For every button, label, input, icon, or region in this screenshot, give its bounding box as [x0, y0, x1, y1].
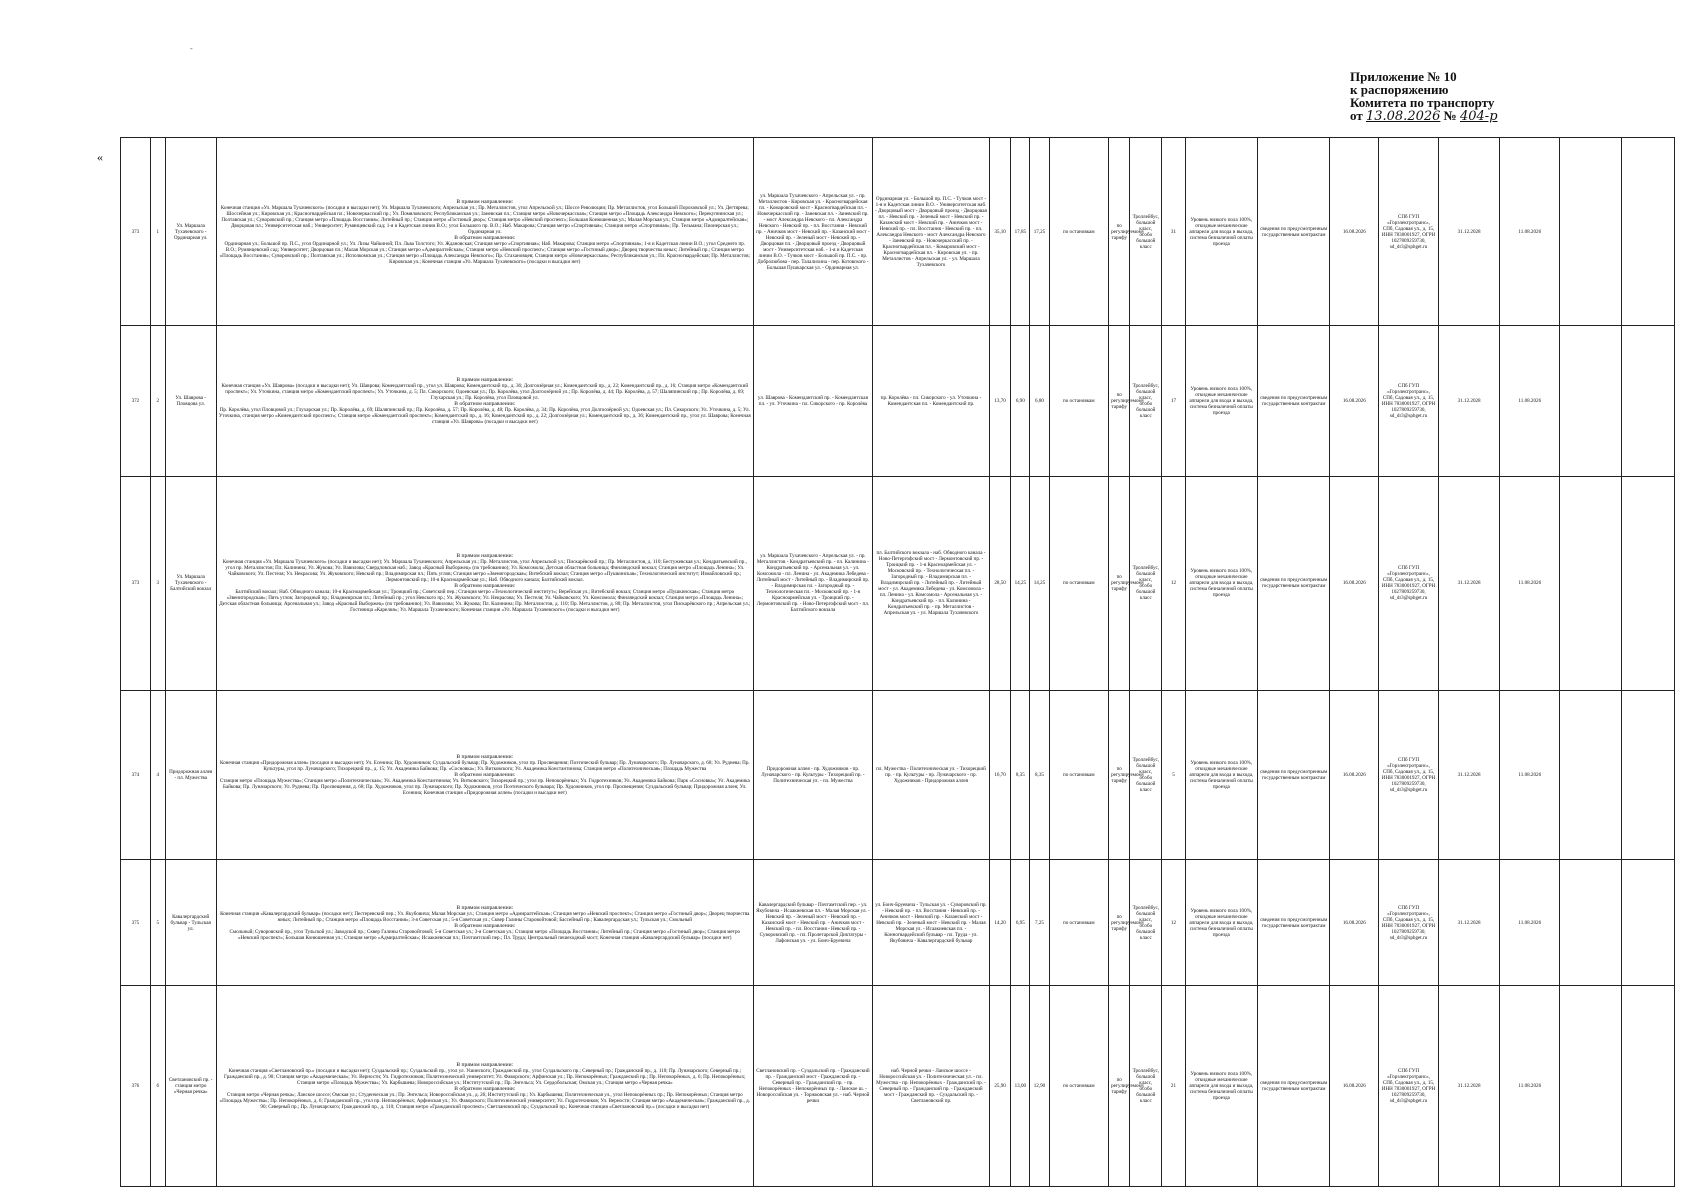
tariff-cell: по регулируемому тарифу	[1109, 138, 1130, 326]
route-name-cell: Кавалергардский бульвар - Тульская ул.	[165, 860, 216, 986]
direction-backward-title: В обратном направлении:	[454, 772, 516, 779]
end-date-cell: 31.12.2028	[1438, 985, 1500, 1186]
reg-number-cell: 373	[121, 477, 151, 691]
vehicle-class-cell: Троллейбус, большой класс, особо большой класс	[1130, 690, 1162, 860]
streets-forward-cell: ул. Шаврова - Комендантский пр. - Комендантская пл. - ул. Уточкина - пл. Сикорского - пр. Королёва	[753, 326, 872, 477]
empty-cell	[1560, 138, 1622, 326]
length-total-cell: 14,20	[989, 860, 1010, 986]
last-date-cell: 11.08.2026	[1500, 690, 1560, 860]
streets-forward-cell: ул. Маршала Тухачевского - Апрельская ул. - пр. Металлистов - Кондратьевский пр. - пл. Калинина - Кондратьевский пр. - Арсенальная ул. - ул. Комсомола - пл. Ленина - ул. Академика Лебедева - Литейный мост - Литейный пр. - Владимирский пр. - Владимирская пл. - Загородный пр. - Технологическая пл. - Московский пр. - 1-я Красноармейская ул. - Троицкий пр. - Лермонтовский пр. - Ново-Петергофский мост - пл. Балтийского вокзала	[753, 477, 872, 691]
streets-forward-cell: Светлановский пр. - Суздальский пр. - Гражданский пр. - Гражданский мост - Гражданский пр. - Северный пр. - Гражданский пр. - пр. Непокорённых - Непокорённых пр. - Ланское ш. - Новороссийская ул. - Торжковская ул. - наб. Черной речки	[753, 985, 872, 1186]
direction-backward-title: В обратном направлении:	[454, 922, 516, 929]
start-date-cell: 16.08.2026	[1330, 690, 1379, 860]
table-row	[121, 690, 1675, 860]
length-total-cell: 13,70	[989, 326, 1010, 477]
stop-mode-cell: по остановкам	[1049, 326, 1109, 477]
index-cell: 6	[150, 985, 165, 1186]
stops-cell	[216, 326, 753, 477]
length-forward-cell: 6,90	[1011, 326, 1030, 477]
header-line-2: к распоряжению	[1350, 82, 1449, 97]
empty-cell	[1621, 690, 1674, 860]
streets-backward-cell: пр. Королёва - пл. Сикорского - ул. Уточкина - Комендантская пл. - Комендантский пр.	[872, 326, 989, 477]
carrier-cell: СПб ГУП «Горэлектротранс», СПб, Садовая ул., д. 15, ИНН 7830001927, ОГРН 1027809259730, sd_dr3@spbget.ru	[1379, 860, 1439, 986]
direction-forward-title: В прямом направлении:	[456, 553, 514, 560]
stop-mode-cell: по остановкам	[1049, 985, 1109, 1186]
last-date-cell: 11.08.2026	[1500, 477, 1560, 691]
vehicle-class-cell: Троллейбус, большой класс, особо большой класс	[1130, 477, 1162, 691]
stops-forward: Конечная станция «Светлановский пр.» (посадки и высадки нет); Суздальский пр.; Суздальский пр., угол ул. Ушинского; Гражданский пр., угол Суздальского пр.; Северный пр.; Гражданский пр., д. 110; Пр. Луначарского; Северный пр.; Гражданский пр., д. 90; Станция метро «Академическая»; Ул. Верности; Ул. Гидротехников; Политехнический университет; Ул. Фаворского; Арфинская ул.; Пр. Непокорённых; Гражданский пр.; Пр. Непокорённых, д. 6; Пр. Непокорённых; Станция метро «Площадь Мужества»; Ул. Карбышева; Новороссийская ул.; Институтский пр.; Пр. Энгельса; Ул. Сердобольская; Омская ул.; Станция метро «Черная речка»	[224, 1067, 746, 1086]
route-name-cell: Придорожная аллея - пл. Мужества	[165, 690, 216, 860]
scan-speck: -	[190, 44, 193, 53]
start-date-cell: 16.08.2026	[1330, 138, 1379, 326]
vehicle-class-cell: Троллейбус, большой класс, особо большой класс	[1130, 326, 1162, 477]
direction-backward-title: В обратном направлении:	[454, 583, 516, 590]
direction-backward-title: В обратном направлении:	[454, 1085, 516, 1092]
date-prefix: от	[1350, 108, 1363, 123]
empty-cell	[1560, 326, 1622, 477]
tariff-cell: по регулируемому тарифу	[1109, 860, 1130, 986]
appendix-header	[1350, 70, 1670, 123]
empty-cell	[1621, 985, 1674, 1186]
stop-mode-cell: по остановкам	[1049, 860, 1109, 986]
end-date-cell: 31.12.2028	[1438, 138, 1500, 326]
stops-forward: Конечная станция «Ул. Шаврова» (посадки и высадки нет); Ул. Шаврова; Комендантский пр., угол ул. Шаврова; Комендантский пр., д. 36; Долгоозёрная ул.; Комендантский пр., д. 22; Комендантский пр., д. 16; Станция метро «Комендантский проспект»; Ул. Уточкина, станция метро «Комендантский проспект»; Ул. Уточкина, д. 5; Пл. Сикорского; Одоевская ул.; Пр. Королёва, угол Долгоозёрной ул.; Пр. Королёва, д. 44; Пр. Королёва, д. 57; Шаляпинский пр.; Пр. Королёва, д. 69; Глухарская ул.; Пр. Королёва, угол Пловцовой ул.	[221, 383, 749, 402]
stop-mode-cell: по остановкам	[1049, 477, 1109, 691]
empty-cell	[1560, 477, 1622, 691]
direction-forward-title: В прямом направлении:	[456, 754, 514, 761]
stop-mode-cell: по остановкам	[1049, 690, 1109, 860]
direction-backward-title: В обратном направлении:	[454, 234, 516, 241]
vehicle-class-cell: Троллейбус, большой класс, особо большой класс	[1130, 138, 1162, 326]
stops-backward: Станция метро «Черная речка»; Ланское шоссе; Омская ул.; Студенческая ул.; Пр. Энгельса; Новороссийская ул., д. 26; Институтский пр.; Ул. Карбышева; Политехническая ул., угол Непокорённых пр.; Пр. Непокорённых; Станция метро «Площадь Мужества»; Пр. Непокорённых, д. 6; Гражданский пр., угол пр. Непокорённых; Арфинская ул.; Ул. Фаворского; Политехнический университет; Ул. Гидротехников; Ул. Верности; Станция метро «Академическая»; Гражданский пр., д. 90; Северный пр.; Пр. Луначарского; Гражданский пр., д. 110; Станция метро «Гражданский проспект»; Светлановский пр.; Суздальский пр.; Конечная станция «Светлановский пр.» (посадки и высадки нет)	[219, 1091, 751, 1110]
handwritten-number: 404-р	[1459, 109, 1498, 124]
empty-cell	[1560, 860, 1622, 986]
length-total-cell: 16,70	[989, 690, 1010, 860]
eco-features-cell: Уровень низкого пола 100%, откидные механические аппарели для входа и выхода, система безналичной оплаты проезда	[1185, 477, 1257, 691]
stops-cell	[216, 690, 753, 860]
basis-cell: сведения по предусмотренным государственным контрактам	[1257, 690, 1329, 860]
stops-backward: Балтийский вокзал; Наб. Обводного канала; 10-я Красноармейская ул.; Троицкий пр.; Советский пер.; Станция метро «Технологический институт»; Верейская ул.; Витебский вокзал; Станция метро «Пушкинская»; Станция метро «Звенигородская»; Пять углов; Загородный пр.; Владимирская пл.; Литейный пр.; угол Невского пр.; Ул. Жуковского; Ул. Некрасова; Ул. Пестеля; Ул. Чайковского; Ул. Комсомола; Финляндский вокзал; Станция метро «Площадь Ленина»; Детская областная больница; Арсенальная ул.; Завод «Красный Выборжец» (по требованию); Ул. Вавилова; Ул. Жукова; Пл. Калинина; Пр. Металлистов, д. 110; Пр. Металлистов, д. 80; Пр. Металлистов, угол Пискарёвского пр.; Апрельская ул.; Гостиница «Карелия»; Ул. Маршала Тухачевского; Конечная станция «Ул. Маршала Тухачевского» (посадки и высадки нет)	[219, 589, 751, 614]
streets-backward-cell: ул. Бонч-Бруевича - Тульская ул. - Суворовский пр. - Невский пр. - пл. Восстания - Невский пр. - Аничков мост - Невский пр. - Казанский мост - Невский пр. - Зеленый мост - Невский пр. - Малая Морская ул. - Исаакиевская пл. - Конногвардейский бульвар - пл. Труда - ул. Якубовича - Кавалергардский бульвар	[872, 860, 989, 986]
tariff-cell: по регулируемому тарифу	[1109, 326, 1130, 477]
carrier-cell: СПб ГУП «Горэлектротранс», СПб, Садовая ул., д. 15, ИНН 7830001927, ОГРН 1027809259730, sd_dr3@spbget.ru	[1379, 477, 1439, 691]
streets-forward-cell: Кавалергардский бульвар - Почтамтский пер. - ул. Якубовича - Исаакиевская пл. - Малая Морская ул. - Невский пр. - Зеленый мост - Невский пр. - Казанский мост - Невский пр. - Аничков мост - Невский пр. - пл. Восстания - Невский пр. - Суворовский пр. - пл. Пролетарской Диктатуры - Лафонская ул. - ул. Бонч-Бруевича	[753, 860, 872, 986]
vehicle-qty-cell: 12	[1162, 477, 1185, 691]
basis-cell: сведения по предусмотренным государственным контрактам	[1257, 860, 1329, 986]
length-backward-cell: 12,90	[1030, 985, 1049, 1186]
direction-forward-title: В прямом направлении:	[456, 1061, 514, 1068]
route-name-cell: Ул. Маршала Тухачевского - Балтийский вокзал	[165, 477, 216, 691]
stops-backward: Станция метро «Площадь Мужества»; Станция метро «Политехническая»; Ул. Академика Константинова; Ул. Витковского; Тихорецкий пр.; угол пр. Непокорённых; Ул. Гидротехников; Ул. Академика Байкова; Парк «Сосновка»; Ул. Академика Байкова; Пр. Луначарского; Ул. Руднева; Пр. Просвещения, д. 68; Пр. Художников, угол пр. Луначарского; Пр. Художников, угол Поэтического бульвара; Пр. Художников, угол пр. Просвещения; Суздальский бульвар; Придорожная аллея; Ул. Есенина; Конечная станция «Придорожная аллея» (посадки и высадки нет)	[219, 778, 750, 797]
reg-number-cell: 373	[121, 138, 151, 326]
route-name-cell: Ул. Шаврова - Пловцова ул.	[165, 326, 216, 477]
eco-features-cell: Уровень низкого пола 100%, откидные механические аппарели для входа и выхода, система безналичной оплаты проезда	[1185, 138, 1257, 326]
stop-mode-cell: по остановкам	[1049, 138, 1109, 326]
vehicle-class-cell: Троллейбус, большой класс, особо большой класс	[1130, 860, 1162, 986]
end-date-cell: 31.12.2028	[1438, 860, 1500, 986]
number-prefix: №	[1443, 108, 1457, 123]
table-row	[121, 326, 1675, 477]
header-line-1: Приложение № 10	[1350, 69, 1457, 84]
route-name-cell: Светлановский пр. - станция метро «Черная речка»	[165, 985, 216, 1186]
stops-cell	[216, 138, 753, 326]
length-backward-cell: 7,25	[1030, 860, 1049, 986]
table-row	[121, 138, 1675, 326]
reg-number-cell: 375	[121, 860, 151, 986]
length-backward-cell: 6,80	[1030, 326, 1049, 477]
table-row	[121, 860, 1675, 986]
stops-forward: Конечная станция «Кавалергардский бульвар» (посадки нет); Пестеревский пер.; Ул. Якубовича; Малая Морская ул.; Станция метро «Адмиралтейская»; Станция метро «Невский проспект»; Станция метро «Гостиный двор»; Дворец творчества юных; Литейный пр.; Станция метро «Площадь Восстания»; 3-я Советская ул.; 5-я Советская ул.; Сквер Галины Старовойтовой; Бассейный пр.; Кавалергардская ул.; Тульская ул.; Смольный	[220, 910, 750, 923]
length-backward-cell: 8,35	[1030, 690, 1049, 860]
stops-cell	[216, 860, 753, 986]
tariff-cell: по регулируемому тарифу	[1109, 985, 1130, 1186]
stops-forward: Конечная станция «Ул. Маршала Тухачевского» (посадки и высадки нет); Ул. Маршала Тухачевского; Апрельская ул.; Пр. Металлистов, угол Апрельской ул.; Пискарёвский пр.; Пр. Металлистов, д. 110; Бестужевская ул.; Кондратьевский пр., угол пр. Металлистов; Пл. Калинина; Ул. Жукова; Ул. Вавилова; Свердловская наб.; Завод «Красный Выборжец» (по требованию); Ул. Комсомола; Детская областная больница; Финляндский вокзал; Станция метро «Площадь Ленина»; Ул. Чайковского; Ул. Пестеля; Ул. Некрасова; Ул. Жуковского; Невский пр.; Владимирская пл.; Пять углов; Станция метро «Звенигородская»; Витебский вокзал; Станция метро «Пушкинская»; Технологический институт; Измайловский пр.; Лермонтовский пр.; 10-я Красноармейская ул.; Наб. Обводного канала; Балтийский вокзал.	[222, 559, 747, 584]
eco-features-cell: Уровень низкого пола 100%, откидные механические аппарели для входа и выхода, система безналичной оплаты проезда	[1185, 326, 1257, 477]
index-cell: 5	[150, 860, 165, 986]
reg-number-cell: 374	[121, 690, 151, 860]
header-line-4	[1350, 109, 1670, 123]
length-forward-cell: 14,25	[1011, 477, 1030, 691]
vehicle-qty-cell: 5	[1162, 690, 1185, 860]
index-cell: 1	[150, 138, 165, 326]
basis-cell: сведения по предусмотренным государственным контрактам	[1257, 985, 1329, 1186]
stops-backward: Смольный; Суворовский пр., угол Тульской ул.; Заводской пр.; Сквер Галины Старовойтовой; 5-я Советская ул.; 3-я Советская ул.; Станция метро «Площадь Восстания»; Литейный пр.; Станция метро «Гостиный двор»; Станция метро «Невский проспект»; Большая Конюшенная ул.; Станция метро «Адмиралтейская»; Исаакиевская пл.; Почтамтский пер.; Пл. Труда; Центральный пешеходный мост; Конечная станция «Кавалергардский бульвар» (посадки нет)	[229, 928, 741, 941]
length-forward-cell: 6,95	[1011, 860, 1030, 986]
end-date-cell: 31.12.2028	[1438, 477, 1500, 691]
stops-backward: Пр. Королёва, угол Пловцовой ул.; Глухарская ул.; Пр. Королёва, д. 69; Шаляпинский пр.; Пр. Королёва, д. 57; Пр. Королёва, д. 48; Пр. Королёва, д. 34; Пр. Королёва, угол Долгоозёрной ул.; Одоевская ул.; Пл. Сикорского; Ул. Уточкина, д. 5; Ул. Уточкина, станция метро «Комендантский проспект»; Станция метро «Комендантский проспект»; Комендантский пр., д. 16; Комендантский пр., д. 22; Долгоозёрная ул.; Комендантский пр., д. 36; Комендантский пр., угол ул. Шаврова; Конечная станция «Ул. Шаврова» (посадки и высадки нет)	[218, 407, 751, 426]
streets-backward-cell: пл. Балтийского вокзала - наб. Обводного канала - Ново-Петергофский мост - Лермонтовский пр. - Троицкий пр. - 1-я Красноармейская ул. - Московский пр. - Технологическая пл. - Загородный пр. - Владимирская пл. - Владимирский пр. - Литейный пр. - Литейный мост - ул. Академика Лебедева - ул. Комсомола - пл. Ленина - ул. Комсомола - Арсенальная ул. - Кондратьевский пр. - пл. Калинина - Кондратьевский пр. - пр. Металлистов - Апрельская ул. - ул. Маршала Тухачевского	[872, 477, 989, 691]
reg-number-cell: 372	[121, 326, 151, 477]
start-date-cell: 16.08.2026	[1330, 326, 1379, 477]
tariff-cell: по регулируемому тарифу	[1109, 690, 1130, 860]
stops-cell	[216, 985, 753, 1186]
routes-table-body	[121, 138, 1675, 1187]
vehicle-qty-cell: 17	[1162, 326, 1185, 477]
start-date-cell: 16.08.2026	[1330, 477, 1379, 691]
routes-table	[120, 137, 1675, 1187]
eco-features-cell: Уровень низкого пола 100%, откидные механические аппарели для входа и выхода, система безналичной оплаты проезда	[1185, 985, 1257, 1186]
margin-mark: «	[97, 150, 103, 164]
last-date-cell: 11.08.2026	[1500, 860, 1560, 986]
streets-backward-cell: пл. Мужества - Политехническая ул. - Тихорецкий пр. - пр. Культуры - пр. Луначарского - пр. Художников - Придорожная аллея	[872, 690, 989, 860]
index-cell: 2	[150, 326, 165, 477]
index-cell: 4	[150, 690, 165, 860]
start-date-cell: 16.08.2026	[1330, 860, 1379, 986]
length-total-cell: 25,90	[989, 985, 1010, 1186]
vehicle-qty-cell: 12	[1162, 860, 1185, 986]
streets-forward-cell: ул. Маршала Тухачевского - Апрельская ул. - пр. Металлистов - Кировская ул. - Красногвардейская пл. - Комаровский мост - Красногвардейская пл. - Новочеркасский пр. - Заневская пл. - Заневский пр. - мост Александра Невского - пл. Александра Невского - Невский пр. - пл. Восстания - Невский пр. - Аничков мост - Невский пр. - Казанский мост - Невский пр. - Зеленый мост - Невский пр. - Дворцовая пл. - Дворцовый проезд - Дворцовый мост - Университетская наб. - 1-я и Кадетская линии В.О. - Тучков мост - Большой пр. П.С. - пр. Добролюбова - пер. Талалихина - пер. Котовского - Большая Пушкарская ул. - Ординарная ул.	[753, 138, 872, 326]
basis-cell: сведения по предусмотренным государственным контрактам	[1257, 138, 1329, 326]
header-line-3: Комитета по транспорту	[1350, 95, 1495, 110]
handwritten-date: 13.08.2026	[1365, 109, 1441, 124]
streets-backward-cell: Ординарная ул. - Большой пр. П.С. - Тучков мост - 1-я и Кадетская линии В.О. - Университетская наб. - Дворцовый мост - Дворцовый проезд - Дворцовая пл. - Невский пр. - Зеленый мост - Невский пр. - Казанский мост - Невский пр. - Аничков мост - Невский пр. - пл. Восстания - Невский пр. - пл. Александра Невского - мост Александра Невского - Заневский пр. - Новочеркасский пр. - Красногвардейская пл. - Комаровский мост - Красногвардейская пл. - Кировская ул. - пр. Металлистов - Апрельская ул. - ул. Маршала Тухачевского	[872, 138, 989, 326]
vehicle-qty-cell: 31	[1162, 138, 1185, 326]
last-date-cell: 11.08.2026	[1500, 138, 1560, 326]
reg-number-cell: 376	[121, 985, 151, 1186]
carrier-cell: СПб ГУП «Горэлектротранс», СПб, Садовая ул., д. 15, ИНН 7830001927, ОГРН 1027809259730, sd_dr3@spbget.ru	[1379, 138, 1439, 326]
direction-forward-title: В прямом направлении:	[456, 198, 514, 205]
length-backward-cell: 14,25	[1030, 477, 1049, 691]
length-total-cell: 28,50	[989, 477, 1010, 691]
carrier-cell: СПб ГУП «Горэлектротранс», СПб, Садовая ул., д. 15, ИНН 7830001927, ОГРН 1027809259730, sd_dr3@spbget.ru	[1379, 985, 1439, 1186]
empty-cell	[1621, 860, 1674, 986]
start-date-cell: 16.08.2026	[1330, 985, 1379, 1186]
basis-cell: сведения по предусмотренным государственным контрактам	[1257, 326, 1329, 477]
table-row	[121, 985, 1675, 1186]
carrier-cell: СПб ГУП «Горэлектротранс», СПб, Садовая ул., д. 15, ИНН 7830001927, ОГРН 1027809259730, sd_dr3@spbget.ru	[1379, 326, 1439, 477]
end-date-cell: 31.12.2028	[1438, 690, 1500, 860]
stops-backward: Ординарная ул.; Большой пр. П.С., угол Ординарной ул.; Ул. Лизы Чайкиной; Пл. Льва Толстого; Ул. Ждановская; Станция метро «Спортивная»; Наб. Макарова; Станция метро «Спортивная»; 1-я и Кадетская линии В.О.; угол Среднего пр. В.О.; Румянцевский сад; Университет; Дворцовая пл.; Малая Морская ул.; Станция метро «Адмиралтейская»; Станция метро «Невский проспект»; Станция метро «Гостиный двор»; Дворец творчества юных; Литейный пр.; Станция метро «Площадь Восстания»; Суворовский пр.; Полтавская ул.; Исполкомская ул.; Станция метро «Площадь Александра Невского»; Пр. Стахановцев; Станция метро «Новочеркасская»; Республиканская ул.; Пл. Красногвардейская; Пр. Металлистов; Кировская ул.; Конечная станция «Ул. Маршала Тухачевского» (посадки и высадки нет)	[219, 240, 750, 265]
vehicle-class-cell: Троллейбус, большой класс, особо большой класс	[1130, 985, 1162, 1186]
eco-features-cell: Уровень низкого пола 100%, откидные механические аппарели для входа и выхода, система безналичной оплаты проезда	[1185, 690, 1257, 860]
last-date-cell: 11.08.2026	[1500, 985, 1560, 1186]
empty-cell	[1621, 326, 1674, 477]
last-date-cell: 11.08.2026	[1500, 326, 1560, 477]
table-row	[121, 477, 1675, 691]
stops-forward: Конечная станция «Ул. Маршала Тухачевского» (посадки и высадки нет); Ул. Маршала Тухачевского; Апрельская ул.; Пр. Металлистов, угол Апрельской ул.; Шоссе Революции; Пр. Металлистов, угол Большой Пороховской ул.; Ул. Дегтярева; Шоссейная ул.; Кировская ул.; Красногвардейская пл.; Новочеркасский пр.; Ул. Помяловского; Республиканская ул.; Заневская пл.; Станция метро «Новочеркасская»; Станция метро «Площадь Александра Невского»; Перекупнинская ул.; Полтавская ул.; Суворовский пр.; Станция метро «Площадь Восстания»; Литейный пр.; Станция метро «Гостиный двор»; Станция метро «Невский проспект»; Большая Конюшенная ул.; Малая Морская ул.; Станция метро «Адмиралтейская»; Дворцовая пл.; Университетская наб.; Университет; Румянцевский сад; 1-я и Кадетская линии В.О.; угол Большого пр. В.О.; Наб. Макарова; Станция метро «Спортивная»; Станция метро «Спортивная»; Пр. Тельмана; Пионерская ул.; Ординарная ул.	[220, 204, 749, 235]
direction-forward-title: В прямом направлении:	[456, 377, 514, 384]
basis-cell: сведения по предусмотренным государственным контрактам	[1257, 477, 1329, 691]
streets-forward-cell: Придорожная аллея - пр. Художников - пр. Луначарского - пр. Культуры - Тихорецкий пр. - Политехническая ул. - пл. Мужества	[753, 690, 872, 860]
length-forward-cell: 13,00	[1011, 985, 1030, 1186]
length-forward-cell: 17,85	[1011, 138, 1030, 326]
empty-cell	[1621, 138, 1674, 326]
empty-cell	[1560, 985, 1622, 1186]
index-cell: 3	[150, 477, 165, 691]
stops-forward: Конечная станция «Придорожная аллея» (посадки и высадки нет); Ул. Есенина; Пр. Художников; Суздальский бульвар; Пр. Художников, угол пр. Просвещения; Поэтический бульвар; Пр. Луначарского; Пр. Луначарского, д. 68; Ул. Руднева; Пр. Культуры, угол пр. Луначарского; Тихорецкий пр., д. 15; Ул. Академика Байкова; Пр. «Сосновка»; Ул. Витковского; Ул. Академика Константинова; Станция метро «Политехническая»; Площадь Мужества	[219, 760, 750, 773]
empty-cell	[1621, 477, 1674, 691]
direction-backward-title: В обратном направлении:	[454, 401, 516, 408]
eco-features-cell: Уровень низкого пола 100%, откидные механические аппарели для входа и выхода, система безналичной оплаты проезда	[1185, 860, 1257, 986]
streets-backward-cell: наб. Черной речки - Ланское шоссе - Новороссийская ул. - Политехническая ул. - пл. Мужества - пр. Непокорённых - Гражданский пр. - Северный пр. - Гражданский пр. - Гражданский мост - Гражданский пр. - Суздальский пр. - Светлановский пр.	[872, 985, 989, 1186]
vehicle-qty-cell: 21	[1162, 985, 1185, 1186]
length-backward-cell: 17,25	[1030, 138, 1049, 326]
tariff-cell: по регулируемому тарифу	[1109, 477, 1130, 691]
empty-cell	[1560, 690, 1622, 860]
direction-forward-title: В прямом направлении:	[456, 904, 514, 911]
route-name-cell: Ул. Маршала Тухачевского - Ординарная ул.	[165, 138, 216, 326]
length-total-cell: 35,10	[989, 138, 1010, 326]
carrier-cell: СПб ГУП «Горэлектротранс», СПб, Садовая ул., д. 15, ИНН 7830001927, ОГРН 1027809259730, sd_dr3@spbget.ru	[1379, 690, 1439, 860]
end-date-cell: 31.12.2028	[1438, 326, 1500, 477]
stops-cell	[216, 477, 753, 691]
length-forward-cell: 8,35	[1011, 690, 1030, 860]
